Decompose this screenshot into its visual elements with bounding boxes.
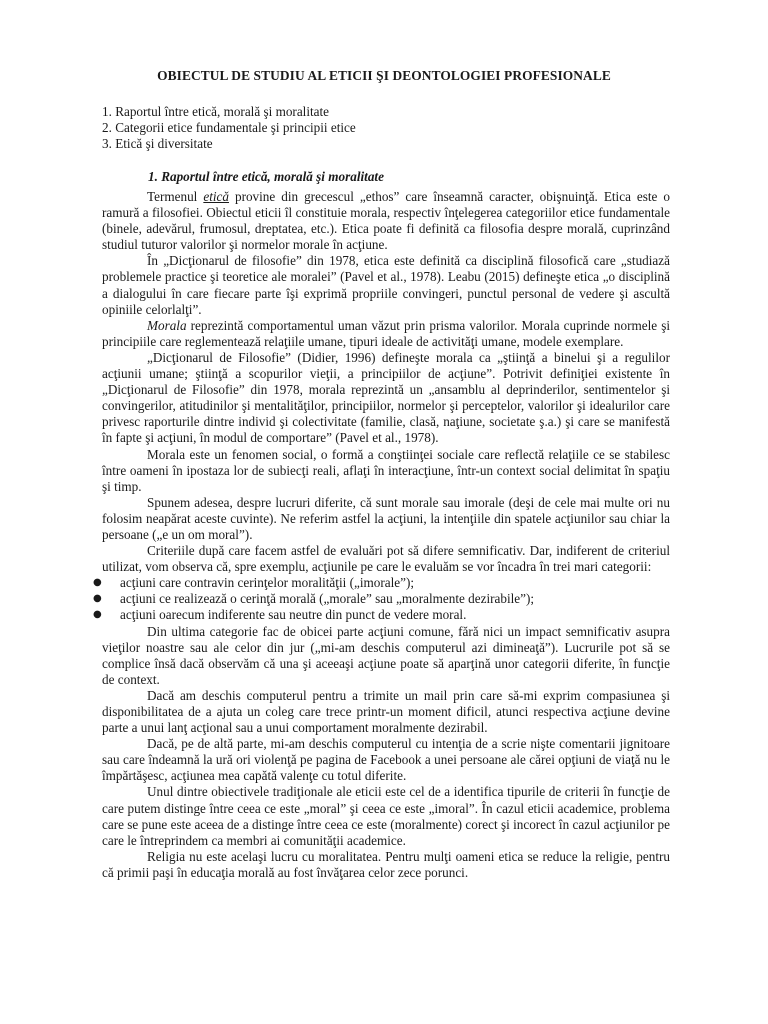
toc-item: 2. Categorii etice fundamentale şi principii etice <box>102 120 356 136</box>
paragraph-text: Termenul <box>147 189 204 204</box>
list-item <box>93 607 670 623</box>
table-of-contents <box>102 104 356 153</box>
bullet-icon: ● <box>93 593 102 605</box>
term-etica: etică <box>203 189 229 204</box>
paragraph: „Dicţionarul de Filosofie” (Didier, 1996) defineşte morala ca „ştiinţă a binelui şi a regulilor acţiunii umane; ştiinţă a scopurilor vieţii, a principiilor de acţiune”. Potrivit definiţiei existente în „Dicţionarul de Filosofie” din 1978, morala reprezintă un „ansamblu al deprinderilor, sentimentelor şi convingerilor, atitudinilor şi mentalităţilor, principiilor, normelor şi perceptelor, valorilor şi idealurilor care privesc raporturile dintre individ şi colectivitate (familie, clasă, naţiune, societate ş.a.) şi care se manifestă în fapte şi acţiuni, în modul de comportare” (Pavel et al., 1978). <box>102 349 670 446</box>
paragraph: În „Dicţionarul de filosofie” din 1978, etica este definită ca disciplină filosofică care „studiază problemele practice şi teoretice ale moralei” (Pavel et al., 1978). Leabu (2015) defineşte etica „o disciplină a dialogului în care fiecare parte îşi exprimă propriile convingeri, punctul personal de vedere şi ascultă opiniile celorlalţi”. <box>102 253 670 317</box>
list-item-text: acţiuni care contravin cerinţelor moralităţii („imorale”); <box>120 575 415 591</box>
paragraph: Morala este un fenomen social, o formă a conştiinţei sociale care reflectă relaţiile ce se stabilesc între oameni în ipostaza lor de subiecţi reali, aflaţi în interacţiune, într-un context social delimitat în spaţiu şi timp. <box>102 446 670 494</box>
list-item-text: acţiuni oarecum indiferente sau neutre din punct de vedere moral. <box>120 607 467 623</box>
paragraph: Dacă am deschis computerul pentru a trimite un mail prin care să-mi exprim compasiunea şi disponibilitatea de a ajuta un coleg care trece printr-un moment dificil, atunci respectiva acţiune devine parte a unui lanţ acţional sau a unui comportament moralmente dezirabil. <box>102 687 670 736</box>
paragraph: Unul dintre obiectivele tradiţionale ale eticii este cel de a identifica tipurile de criterii în funcţie de care putem distinge între ceea ce este „moral” şi ceea ce este „imoral”. În cazul eticii academice, problema care se pune este aceea de a distinge între ceea ce este (moralmente) corect şi incorect în cazul acţiunilor pe care le întreprindem ca membri ai comunităţii academice. <box>102 784 670 848</box>
paragraph: Spunem adesea, despre lucruri diferite, că sunt morale sau imorale (deşi de cele mai multe ori nu folosim neapărat aceste cuvinte). Ne referim astfel la acţiuni, la intenţiile din spatele acţiunilor sau chiar la persoane („e un om moral”). <box>102 494 670 542</box>
bullet-icon: ● <box>93 577 102 589</box>
toc-item: 1. Raportul între etică, morală şi moralitate <box>102 104 330 119</box>
bullet-list <box>93 575 670 623</box>
toc-item: 3. Etică şi diversitate <box>102 136 213 152</box>
paragraph-text: reprezintă comportamentul uman văzut prin prisma valorilor. Morala cuprinde normele şi principiile care reglementează relaţiile umane, tipuri ideale de activităţi umane, modele exemplare. <box>102 317 670 349</box>
bullet-icon: ● <box>93 609 102 621</box>
term-morala: Morala <box>147 317 187 333</box>
paragraph: Din ultima categorie fac de obicei parte acţiuni comune, fără nici un impact semnificativ asupra vieţilor noastre sau ale celor din jur („mi-am deschis computerul azi dimineaţă”). Lucrurile pot să se complice însă dacă observăm că una şi aceeaşi acţiune poate să aparţină unor categorii diferite, în funcţie de context. <box>102 623 670 687</box>
paragraph <box>102 189 670 253</box>
paragraph <box>102 318 670 350</box>
paragraph: Dacă, pe de altă parte, mi-am deschis computerul cu intenţia de a scrie nişte comentarii jignitoare sau care îndeamnă la ură ori violenţă pe pagina de Facebook a unei persoane ale cărei opţiuni de viaţă nu le împărtăşesc, acţiunea mea capătă valenţe cu totul diferite. <box>102 736 670 784</box>
list-item <box>93 575 670 591</box>
section-heading: 1. Raportul între etică, morală şi moralitate <box>148 169 384 184</box>
document-title: OBIECTUL DE STUDIU AL ETICII ŞI DEONTOLOGIEI PROFESIONALE <box>157 68 611 83</box>
document-body <box>93 189 670 881</box>
paragraph: Criteriile după care facem astfel de evaluări pot să difere semnificativ. Dar, indiferent de criteriul utilizat, vom observa că, spre exemplu, acţiunile pe care le evaluăm se vor încadra în trei mari categorii: <box>102 543 670 575</box>
paragraph: Religia nu este acelaşi lucru cu moralitatea. Pentru mulţi oameni etica se reduce la religie, pentru că primii paşi în educaţia morală au fost învăţarea celor zece porunci. <box>102 848 670 880</box>
list-item-text: acţiuni ce realizează o cerinţă morală („morale” sau „moralmente dezirabile”); <box>120 591 535 607</box>
list-item <box>93 591 670 607</box>
paragraph-text: provine din grecescul „ethos” care înseamnă caracter, obişnuinţă. Etica este o ramură a filosofiei. Obiectul eticii îl constituie morala, respectiv înţelegerea categoriilor etice fundamentale (binele, adevărul, frumosul, dreptatea, etc.). Etica poate fi definită ca filosofia despre morală, cuprinzând studiul tuturor valorilor şi normelor morale în acţiune. <box>102 189 670 253</box>
